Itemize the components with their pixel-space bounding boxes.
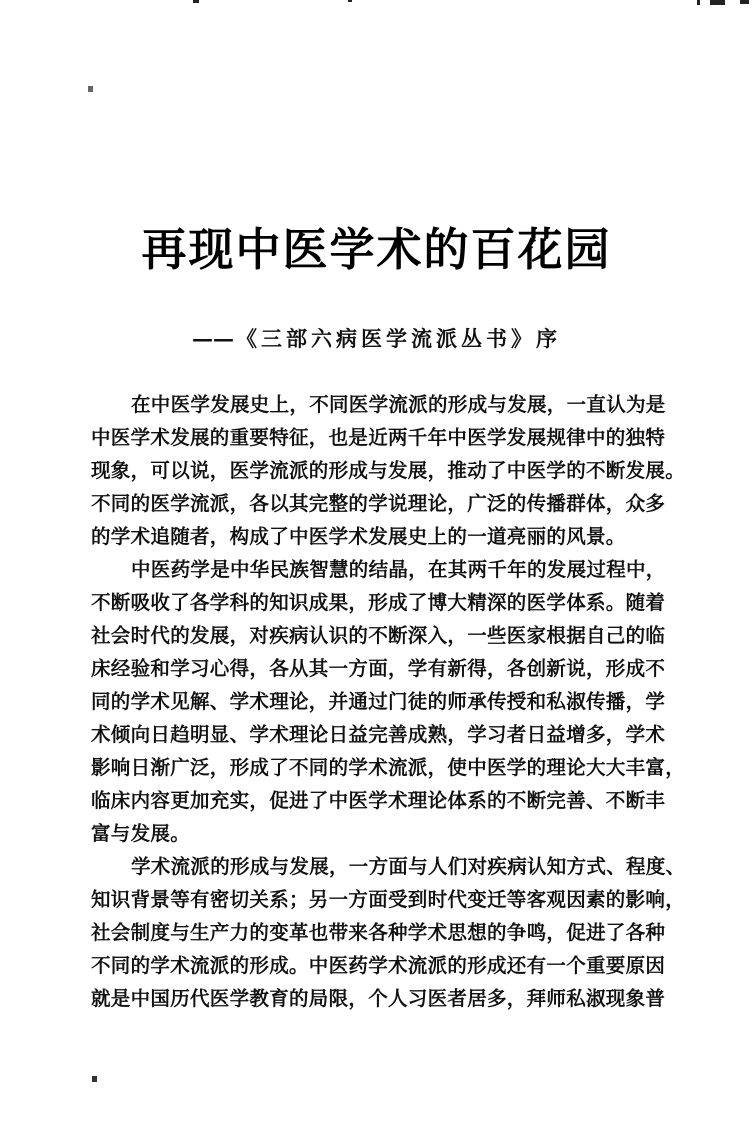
subtitle-text: 《三部六病医学流派丛书》序 <box>236 326 561 351</box>
text-line: 中医药学是中华民族智慧的结晶，在其两千年的发展过程中， <box>131 558 666 581</box>
text-line: 在中医学发展史上，不同医学流派的形成与发展，一直认为是 <box>131 393 666 416</box>
scan-speck <box>92 1076 97 1082</box>
text-line: 临床内容更加充实，促进了中医学术理论体系的不断完善、不断丰 <box>91 789 666 812</box>
body-text <box>91 388 686 1015</box>
text-line: 知识背景等有密切关系；另一方面受到时代变迁等客观因素的影响， <box>91 888 686 911</box>
text-line: 社会制度与生产力的变革也带来各种学术思想的争鸣，促进了各种 <box>91 921 666 944</box>
text-line: 就是中国历代医学教育的局限，个人习医者居多，拜师私淑现象普 <box>91 987 666 1010</box>
text-line: 的学术追随者，构成了中医学术发展史上的一道亮丽的风景。 <box>91 525 626 548</box>
paragraph-1 <box>91 388 686 553</box>
text-line: 现象，可以说，医学流派的形成与发展，推动了中医学的不断发展。 <box>91 459 686 482</box>
text-line: 学术流派的形成与发展，一方面与人们对疾病认知方式、程度、 <box>131 855 686 878</box>
text-line: 不同的医学流派，各以其完整的学说理论，广泛的传播群体，众多 <box>91 492 666 515</box>
scan-speck <box>697 0 700 5</box>
text-line: 同的学术见解、学术理论，并通过门徒的师承传授和私淑传播，学 <box>91 690 666 713</box>
text-line: 不断吸收了各学科的知识成果，形成了博大精深的医学体系。随着 <box>91 591 666 614</box>
page-title: 再现中医学术的百花园 <box>141 223 612 276</box>
text-line: 床经验和学习心得，各从其一方面，学有新得，各创新说，形成不 <box>91 657 666 680</box>
text-line: 社会时代的发展，对疾病认识的不断深入，一些医家根据自己的临 <box>91 624 666 647</box>
scan-speck <box>88 86 93 92</box>
page-subtitle <box>0 323 753 353</box>
scan-speck <box>710 0 725 5</box>
subtitle-dash: —— <box>192 326 234 351</box>
scan-speck <box>193 0 199 3</box>
scan-speck <box>348 0 352 2</box>
text-line: 富与发展。 <box>91 822 191 845</box>
paragraph-3 <box>91 850 686 1015</box>
text-line: 不同的学术流派的形成。中医药学术流派的形成还有一个重要原因 <box>91 954 666 977</box>
text-line: 影响日渐广泛，形成了不同的学术流派，使中医学的理论大大丰富， <box>91 756 686 779</box>
text-line: 术倾向日趋明显、学术理论日益完善成熟，学习者日益增多，学术 <box>91 723 666 746</box>
scan-speck <box>740 0 749 4</box>
paragraph-2 <box>91 553 686 850</box>
text-line: 中医学术发展的重要特征，也是近两千年中医学发展规律中的独特 <box>91 426 666 449</box>
